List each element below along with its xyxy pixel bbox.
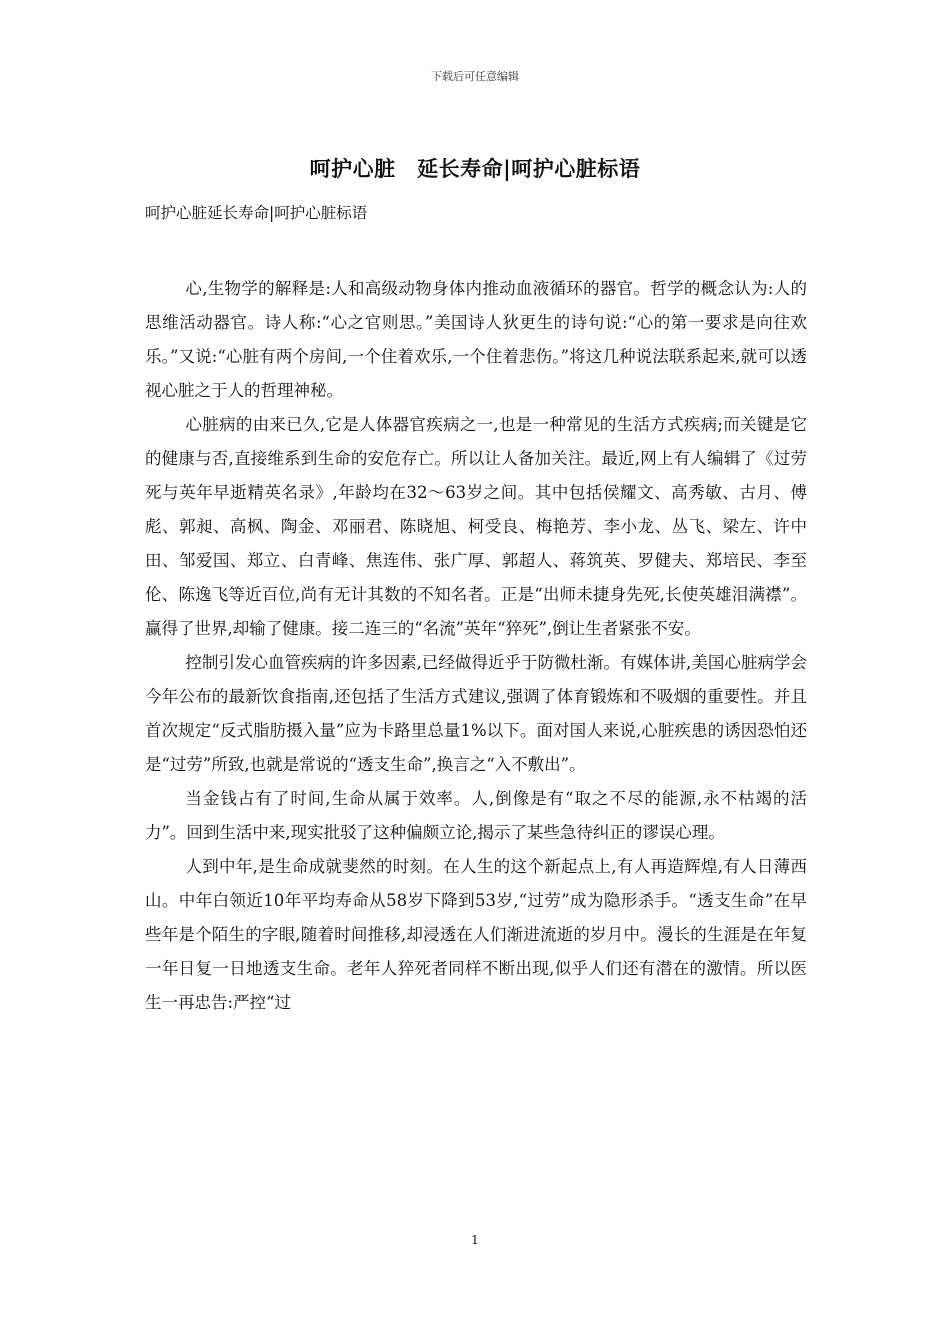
header-note: 下载后可任意编辑 [431, 70, 519, 83]
paragraph-2: 心脏病的由来已久,它是人体器官疾病之一,也是一种常见的生活方式疾病;而关键是它的健康与否,直接维系到生命的安危存亡。所以让人备加关注。最近,网上有人编辑了《过劳死与英年早逝精英名录》,年龄均在32～63岁之间。其中包括侯耀文、高秀敏、古月、傅彪、郭昶、高枫、陶金、邓丽君、陈晓旭、柯受良、梅艳芳、李小龙、丛飞、梁左、许中田、邹爱国、郑立、白青峰、焦连伟、张广厚、郭超人、蒋筑英、罗健夫、郑培民、李至伦、陈逸飞等近百位,尚有无计其数的不知名者。正是“出师未捷身先死,长使英雄泪满襟”。赢得了世界,却输了健康。接二连三的“名流”英年“猝死”,倒让生者紧张不安。 [145, 415, 807, 638]
document-title: 呵护心脏 延长寿命|呵护心脏标语 [309, 156, 641, 181]
paragraph-1: 心,生物学的解释是:人和高级动物身体内推动血液循环的器官。哲学的概念认为:人的思维活动器官。诗人称:“心之官则思。”美国诗人狄更生的诗句说:“心的第一要求是向往欢乐。”又说:“心脏有两个房间,一个住着欢乐,一个住着悲伤。”将这几种说法联系起来,就可以透视心脏之于人的哲理神秘。 [145, 279, 807, 400]
paragraph-4: 当金钱占有了时间,生命从属于效率。人,倒像是有“取之不尽的能源,永不枯竭的活力”。回到生活中来,现实批驳了这种偏颇立论,揭示了某些急待纠正的谬误心理。 [145, 789, 807, 842]
page-number: 1 [471, 1233, 479, 1247]
paragraph-3: 控制引发心血管疾病的许多因素,已经做得近乎于防微杜渐。有媒体讲,美国心脏病学会今年公布的最新饮食指南,还包括了生活方式建议,强调了体育锻炼和不吸烟的重要性。并且首次规定“反式脂肪摄入量”应为卡路里总量1%以下。面对国人来说,心脏疾患的诱因恐怕还是“过劳”所致,也就是常说的“透支生命”,换言之“入不敷出”。 [145, 653, 807, 774]
document-subtitle: 呵护心脏延长寿命|呵护心脏标语 [145, 204, 368, 222]
document-body [145, 272, 807, 1020]
paragraph-5: 人到中年,是生命成就斐然的时刻。在人生的这个新起点上,有人再造辉煌,有人日薄西山。中年白领近10年平均寿命从58岁下降到53岁,“过劳”成为隐形杀手。“透支生命”在早些年是个陌生的字眼,随着时间推移,却浸透在人们渐进流逝的岁月中。漫长的生涯是在年复一年日复一日地透支生命。老年人猝死者同样不断出现,似乎人们还有潜在的激情。所以医生一再忠告:严控“过 [145, 857, 807, 1012]
